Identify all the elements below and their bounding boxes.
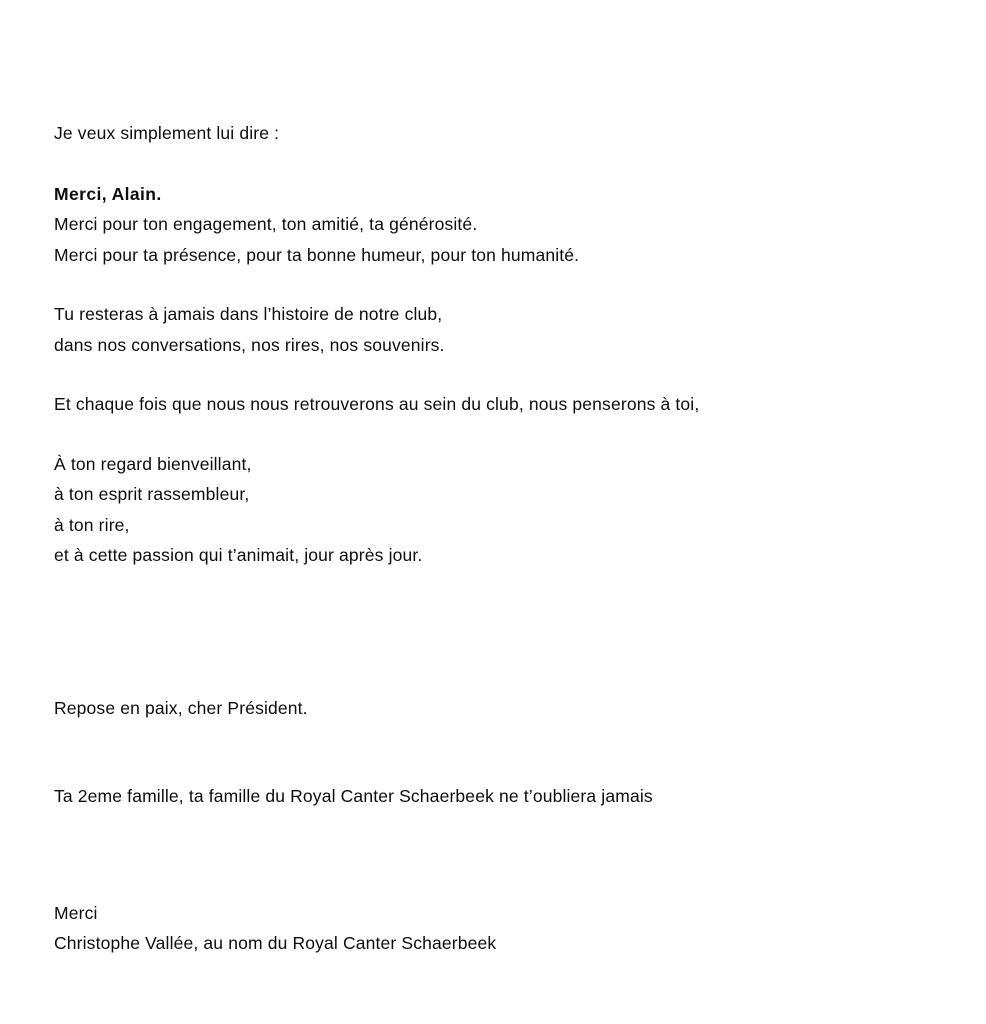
text-line: Merci pour ton engagement, ton amitié, ta générosité. (54, 214, 478, 234)
text-line: Ta 2eme famille, ta famille du Royal Canter Schaerbeek ne t’oubliera jamais (54, 786, 653, 806)
signature-name: Christophe Vallée, au nom du Royal Canter Schaerbeek (54, 933, 497, 953)
text-line: dans nos conversations, nos rires, nos souvenirs. (54, 334, 445, 355)
text-line: Repose en paix, cher Président. (54, 697, 308, 718)
spacer (54, 360, 932, 389)
spacer (54, 420, 932, 449)
paragraph-history (54, 299, 932, 360)
spacer (54, 149, 932, 179)
spacer (54, 571, 932, 693)
spacer (54, 723, 932, 781)
spacer (54, 812, 932, 898)
text-line: à ton esprit rassembleur, (54, 484, 250, 504)
paragraph-rest-in-peace (54, 693, 932, 724)
text-line: et à cette passion qui t’animait, jour après jour. (54, 545, 423, 565)
text-line: Et chaque fois que nous nous retrouverons au sein du club, nous penserons à toi, (54, 394, 700, 414)
signature-thanks: Merci (54, 902, 98, 923)
paragraph-family (54, 781, 932, 812)
text-line-emphasis: Merci, Alain. (54, 183, 162, 204)
text-line: à ton rire, (54, 514, 130, 535)
text-line: Tu resteras à jamais dans l’histoire de notre club, (54, 304, 443, 324)
document-body (54, 118, 932, 959)
paragraph-intro (54, 118, 932, 149)
text-line: Je veux simplement lui dire : (54, 123, 280, 143)
paragraph-club (54, 389, 932, 420)
paragraph-thanks (54, 179, 932, 271)
paragraph-memories (54, 449, 932, 571)
text-line: Merci pour ta présence, pour ta bonne humeur, pour ton humanité. (54, 244, 580, 265)
text-line: À ton regard bienveillant, (54, 453, 252, 474)
signature-block (54, 898, 932, 959)
spacer (54, 270, 932, 299)
